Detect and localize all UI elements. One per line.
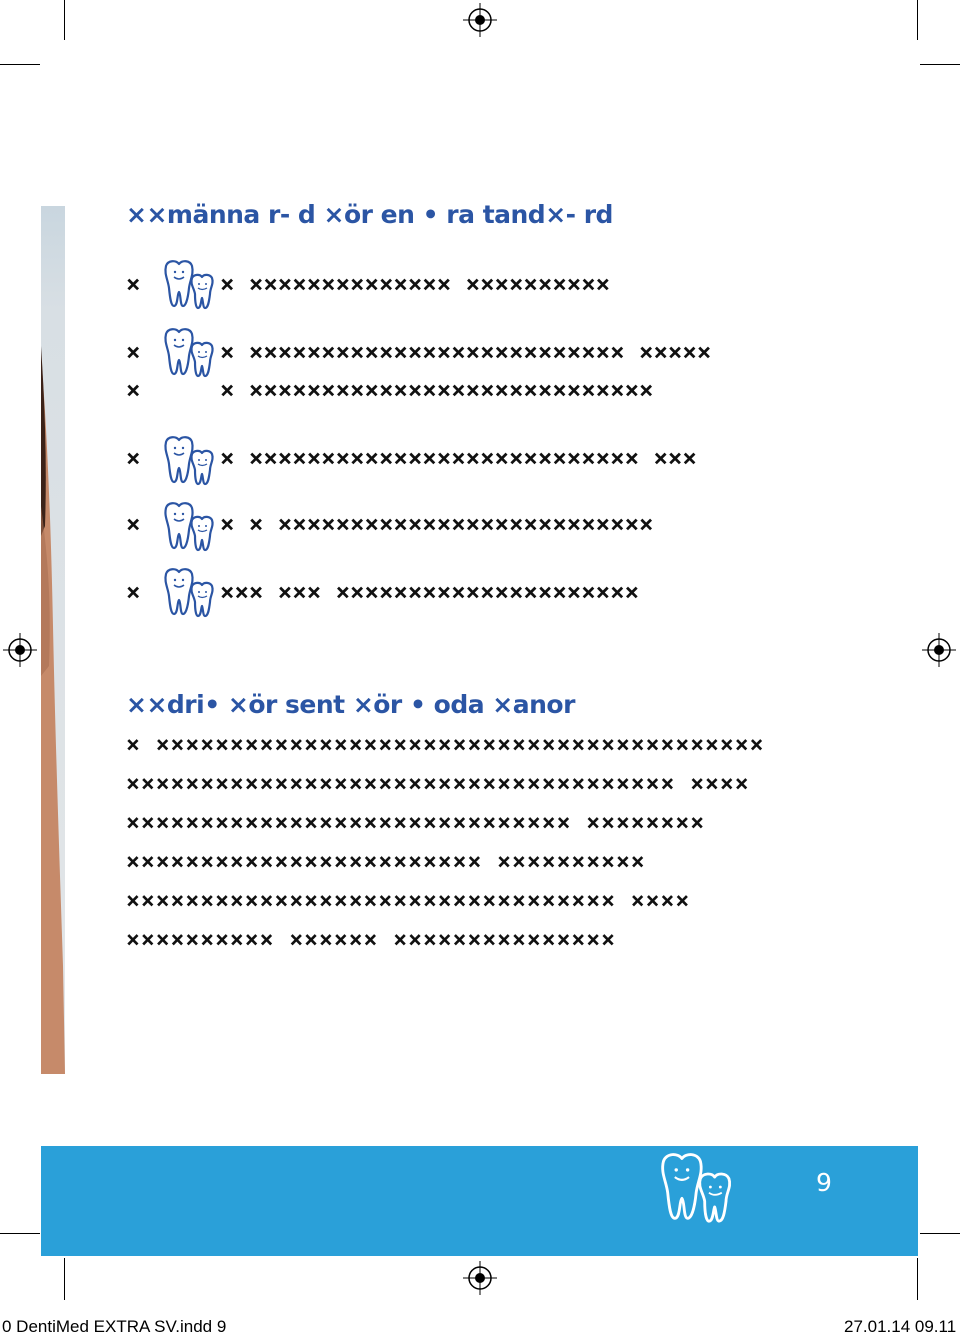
bullet-text: × × ××××××××××××××××××××××××××	[220, 510, 654, 538]
registration-mark-icon	[463, 1261, 497, 1295]
tooth-icon	[162, 258, 220, 310]
bullet-text: × ××××××××××××××××××××××××××× ×××	[220, 444, 697, 472]
bullet-marker: ×	[126, 376, 141, 404]
bullet-marker: ×	[126, 338, 141, 366]
bullet-marker: ×	[126, 444, 141, 472]
registration-mark-icon	[3, 633, 37, 667]
paragraph-line: ××××××××××××××××××××××××××××××××× ××××	[126, 888, 691, 914]
paragraph-line: ×××××××××× ×××××× ×××××××××××××××	[126, 927, 616, 953]
slug-timestamp: 27.01.14 09.11	[844, 1317, 957, 1336]
crop-mark	[917, 1258, 918, 1300]
footer-band	[41, 1146, 918, 1256]
bullet-text: × ××××××××××××××××××××××××××××	[220, 376, 654, 404]
crop-mark	[917, 0, 918, 40]
crop-mark	[0, 64, 40, 65]
crop-mark	[920, 64, 960, 65]
paragraph-line: ×××××××××××××××××××××××× ××××××××××	[126, 849, 646, 875]
slug-filename: 0 DentiMed EXTRA SV.indd 9	[2, 1317, 227, 1336]
face-photo-strip	[41, 206, 65, 1074]
crop-mark	[0, 1233, 40, 1234]
registration-mark-icon	[922, 633, 956, 667]
crop-mark	[64, 1258, 65, 1300]
bullet-marker: ×	[126, 578, 141, 606]
tooth-icon	[162, 434, 220, 486]
crop-mark	[64, 0, 65, 40]
bullet-text: × ×××××××××××××××××××××××××× ×××××	[220, 338, 712, 366]
paragraph-line: ××××××××××××××××××××××××××××××××××××× ××××	[126, 771, 750, 797]
paragraph-line: × ×××××××××××××××××××××××××××××××××××××××××	[126, 732, 765, 758]
tooth-icon	[162, 500, 220, 552]
tooth-icon	[162, 566, 220, 618]
section-heading: ××dri• ×ör sent ×ör • oda ×anor	[126, 690, 575, 719]
bullet-marker: ×	[126, 510, 141, 538]
registration-mark-icon	[463, 3, 497, 37]
bullet-text: ××× ××× ×××××××××××××××××××××	[220, 578, 640, 606]
paragraph-line: ×××××××××××××××××××××××××××××× ××××××××	[126, 810, 706, 836]
section-heading: ××männa r- d ×ör en • ra tand×- rd	[126, 200, 613, 229]
bullet-marker: ×	[126, 270, 141, 298]
tooth-icon	[162, 326, 220, 378]
bullet-text: × ×××××××××××××× ××××××××××	[220, 270, 611, 298]
tooth-logo-icon	[655, 1150, 743, 1224]
page-number: 9	[816, 1168, 832, 1197]
crop-mark	[920, 1233, 960, 1234]
